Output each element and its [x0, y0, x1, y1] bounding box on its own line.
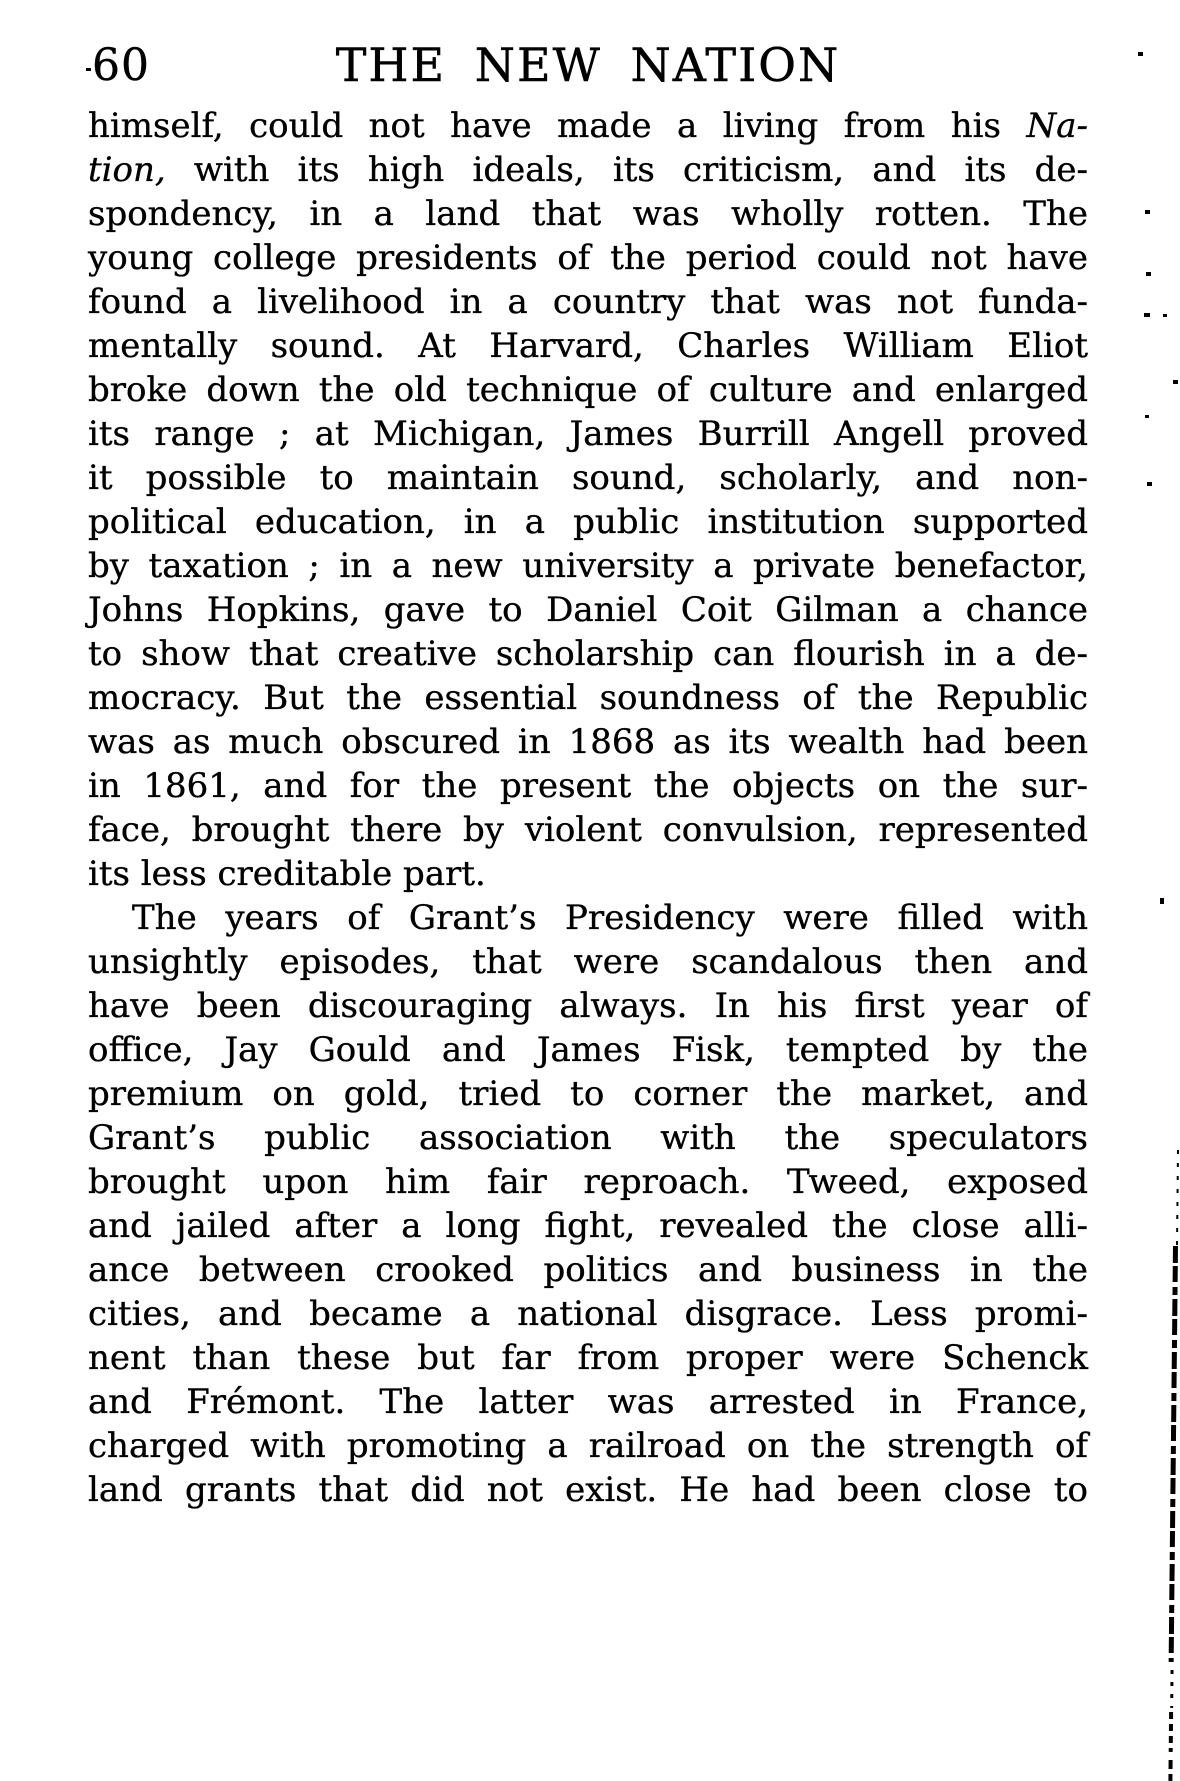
text-segment: brought upon him fair reproach. Tweed, exposed — [88, 1162, 1088, 1202]
text-segment: land grants that did not exist. He had been close to — [88, 1470, 1088, 1510]
text-segment: mentally sound. At Harvard, Charles William Eliot — [88, 326, 1088, 366]
scan-speck — [1145, 415, 1149, 418]
text-segment: The years of Grant’s Presidency were filled with — [132, 898, 1088, 938]
text-line — [88, 676, 1088, 720]
page-header — [88, 38, 1088, 104]
scan-speck — [86, 68, 91, 71]
scan-speck — [1144, 313, 1150, 317]
text-line — [88, 764, 1088, 808]
running-title: THE NEW NATION — [335, 38, 841, 92]
text-segment: political education, in a public institution supported — [88, 502, 1088, 542]
text-line — [88, 808, 1088, 852]
text-line — [88, 852, 1088, 896]
text-segment: face, brought there by violent convulsion, represented — [88, 810, 1088, 850]
text-line — [88, 324, 1088, 368]
page-content — [88, 38, 1088, 1512]
scan-speck — [1146, 272, 1151, 276]
body-text — [88, 104, 1088, 1512]
streak-segment — [1176, 1150, 1179, 1246]
text-line — [88, 940, 1088, 984]
text-segment: mocracy. But the essential soundness of the Republic — [88, 678, 1088, 718]
text-line — [88, 632, 1088, 676]
scan-streak-artifact — [1161, 1150, 1180, 1781]
scan-speck — [1173, 380, 1178, 384]
text-line — [88, 1116, 1088, 1160]
text-line — [88, 1336, 1088, 1380]
text-segment: charged with promoting a railroad on the strength of — [88, 1426, 1088, 1466]
scan-speck — [1163, 314, 1167, 317]
streak-segment — [1170, 1670, 1173, 1708]
text-line — [88, 984, 1088, 1028]
text-segment: was as much obscured in 1868 as its wealth had been — [88, 722, 1088, 762]
text-segment: cities, and became a national disgrace. Less promi- — [88, 1294, 1088, 1334]
text-line — [88, 1468, 1088, 1512]
italic-text-segment: tion, — [88, 150, 166, 190]
text-segment: in 1861, and for the present the objects on the sur- — [88, 766, 1088, 806]
text-segment: young college presidents of the period could not have — [88, 238, 1088, 278]
text-segment: with its high ideals, its criticism, and its de- — [165, 150, 1088, 190]
text-line — [88, 104, 1088, 148]
scan-speck — [1145, 210, 1150, 214]
text-segment: it possible to maintain sound, scholarly, and non- — [88, 458, 1088, 498]
text-segment: ance between crooked politics and business in the — [88, 1250, 1088, 1290]
text-line — [88, 148, 1088, 192]
page-number: 60 — [92, 40, 150, 91]
text-line — [88, 280, 1088, 324]
text-line — [88, 412, 1088, 456]
text-line — [88, 456, 1088, 500]
text-segment: broke down the old technique of culture and enlarged — [88, 370, 1088, 410]
streak-segment — [1168, 1760, 1172, 1781]
text-line — [88, 588, 1088, 632]
text-segment: to show that creative scholarship can flourish in a de- — [88, 634, 1088, 674]
text-segment: nent than these but far from proper were Schenck — [88, 1338, 1088, 1378]
text-segment: its range ; at Michigan, James Burrill Angell proved — [88, 414, 1088, 454]
text-segment: himself, could not have made a living from his — [88, 106, 1027, 146]
text-segment: spondency, in a land that was wholly rotten. The — [88, 194, 1088, 234]
text-line — [88, 720, 1088, 764]
text-segment: Johns Hopkins, gave to Daniel Coit Gilman a chance — [88, 590, 1088, 630]
text-line — [88, 1028, 1088, 1072]
text-segment: premium on gold, tried to corner the market, and — [88, 1074, 1088, 1114]
scan-speck — [1138, 52, 1143, 56]
text-line — [88, 896, 1088, 940]
text-segment: unsightly episodes, that were scandalous then and — [88, 942, 1088, 982]
scan-speck — [1160, 898, 1164, 904]
text-segment: by taxation ; in a new university a private benefactor, — [88, 546, 1088, 586]
text-line — [88, 192, 1088, 236]
text-segment: its less creditable part. — [88, 854, 486, 894]
text-line — [88, 1292, 1088, 1336]
text-line — [88, 1160, 1088, 1204]
text-line — [88, 1380, 1088, 1424]
text-segment: have been discouraging always. In his first year of — [88, 986, 1088, 1026]
text-line — [88, 1248, 1088, 1292]
text-segment: found a livelihood in a country that was not funda- — [88, 282, 1088, 322]
text-line — [88, 1204, 1088, 1248]
text-line — [88, 1072, 1088, 1116]
streak-segment — [1169, 1712, 1173, 1752]
streak-segment — [1169, 1246, 1178, 1662]
text-line — [88, 368, 1088, 412]
text-line — [88, 500, 1088, 544]
text-segment: and jailed after a long fight, revealed the close alli- — [88, 1206, 1088, 1246]
text-line — [88, 544, 1088, 588]
scan-speck — [1147, 482, 1152, 486]
text-segment: and Frémont. The latter was arrested in France, — [88, 1382, 1088, 1422]
text-segment: Grant’s public association with the speculators — [88, 1118, 1088, 1158]
text-segment: office, Jay Gould and James Fisk, tempted by the — [88, 1030, 1088, 1070]
text-line — [88, 236, 1088, 280]
text-line — [88, 1424, 1088, 1468]
italic-text-segment: Na- — [1026, 106, 1088, 146]
